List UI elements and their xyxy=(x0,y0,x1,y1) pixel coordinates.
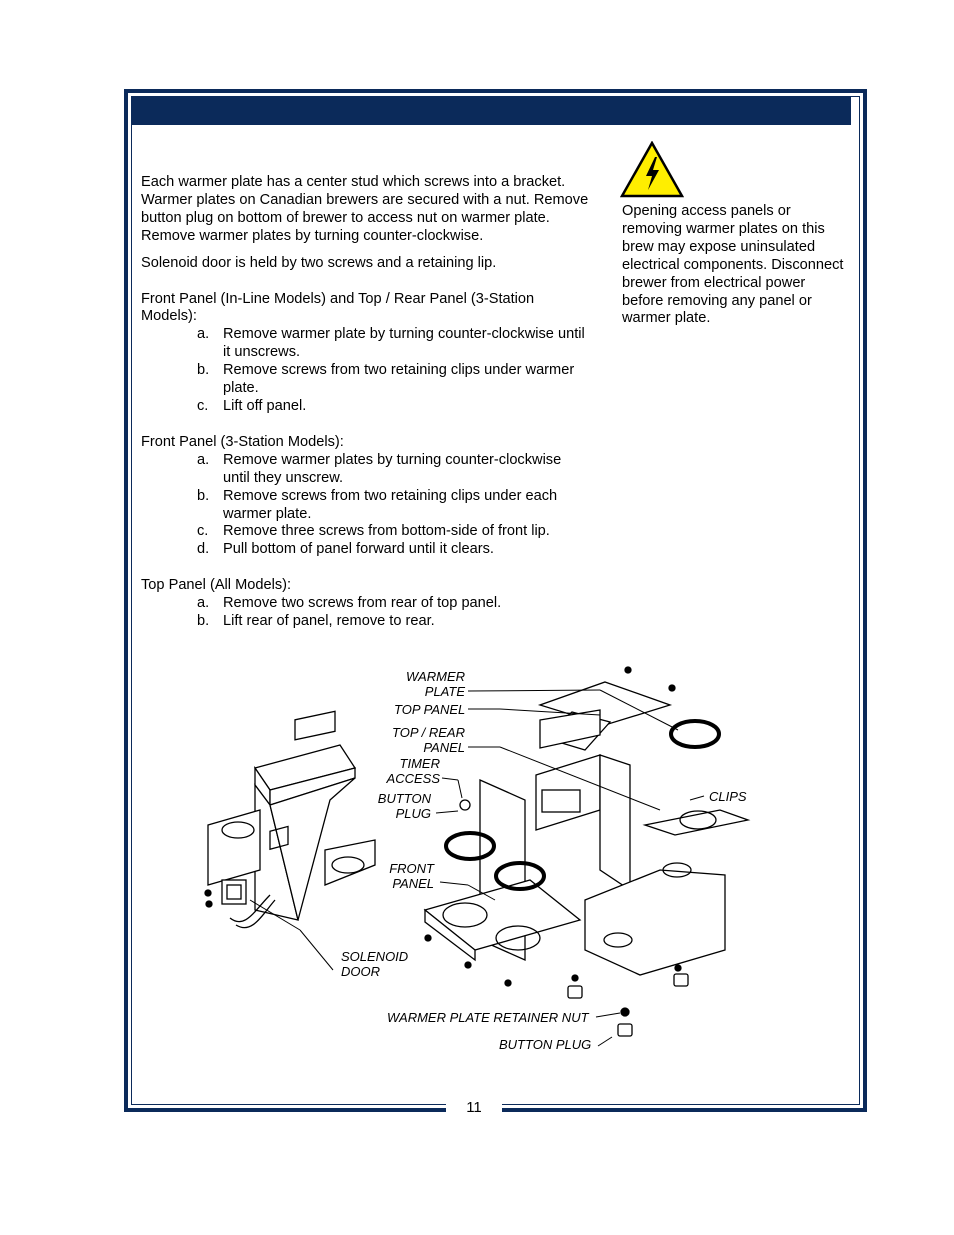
list-item: b. Remove screws from two retaining clips under each warmer plate. xyxy=(197,487,558,522)
intro-paragraph: Solenoid door is held by two screws and a retaining lip. xyxy=(141,254,497,271)
list-item: c. Remove three screws from bottom-side of front lip. xyxy=(197,523,550,540)
section-heading: Top Panel (All Models): xyxy=(141,577,292,594)
label-solenoid-door: SOLENOID DOOR xyxy=(341,949,409,979)
page-number: 11 xyxy=(466,1099,482,1116)
label-timer-access: TIMER ACCESS xyxy=(386,756,440,786)
list-item: b. Remove screws from two retaining clips under warmer plate. xyxy=(197,362,575,397)
label-button-plug: BUTTON PLUG xyxy=(377,791,431,821)
label-retainer-nut: WARMER PLATE RETAINER NUT xyxy=(387,1010,589,1025)
instructions xyxy=(141,174,591,631)
label-top-panel: TOP PANEL xyxy=(394,702,466,717)
list-item: b. Lift rear of panel, remove to rear. xyxy=(197,613,435,630)
label-button-plug-bottom: BUTTON PLUG xyxy=(499,1037,592,1052)
small-brewer-drawing xyxy=(205,711,375,927)
label-clips: CLIPS xyxy=(709,789,747,804)
intro-paragraph: Each warmer plate has a center stud which screws into a bracket. Warmer plates on Canadian brewers are secured with a nut. Remove button plug on bottom of brewer to access nut on warmer plate. Remove warmer plates by turning counter-clockwise. xyxy=(141,174,589,244)
section-heading: Front Panel (3-Station Models): xyxy=(141,433,344,450)
warning-text: Opening access panels or removing warmer plates on this brew may expose uninsulated electrical components. Disconnect brewer from electrical power before removing any panel or warmer plate. xyxy=(622,203,844,327)
list-item: a. Remove two screws from rear of top panel. xyxy=(197,595,502,612)
section-heading: Front Panel (In-Line Models) and Top / Rear Panel (3-Station Models): xyxy=(141,290,535,325)
electrical-warning-icon xyxy=(620,141,684,198)
list-item: c. Lift off panel. xyxy=(197,397,307,414)
list-item: a. Remove warmer plates by turning counter-clockwise until they unscrew. xyxy=(197,451,562,486)
main-brewer-drawing xyxy=(425,667,748,1036)
exploded-view-diagram xyxy=(200,660,760,1060)
label-warmer-plate: WARMER PLATE xyxy=(406,669,465,699)
leader-lines xyxy=(250,690,704,1046)
list-item: d. Pull bottom of panel forward until it clears. xyxy=(197,541,494,558)
label-front-panel: FRONT PANEL xyxy=(389,861,434,891)
label-top-rear-panel: TOP / REAR PANEL xyxy=(392,725,465,755)
header-bar xyxy=(132,97,851,125)
list-item: a. Remove warmer plate by turning counter-clockwise until it unscrews. xyxy=(197,326,585,361)
